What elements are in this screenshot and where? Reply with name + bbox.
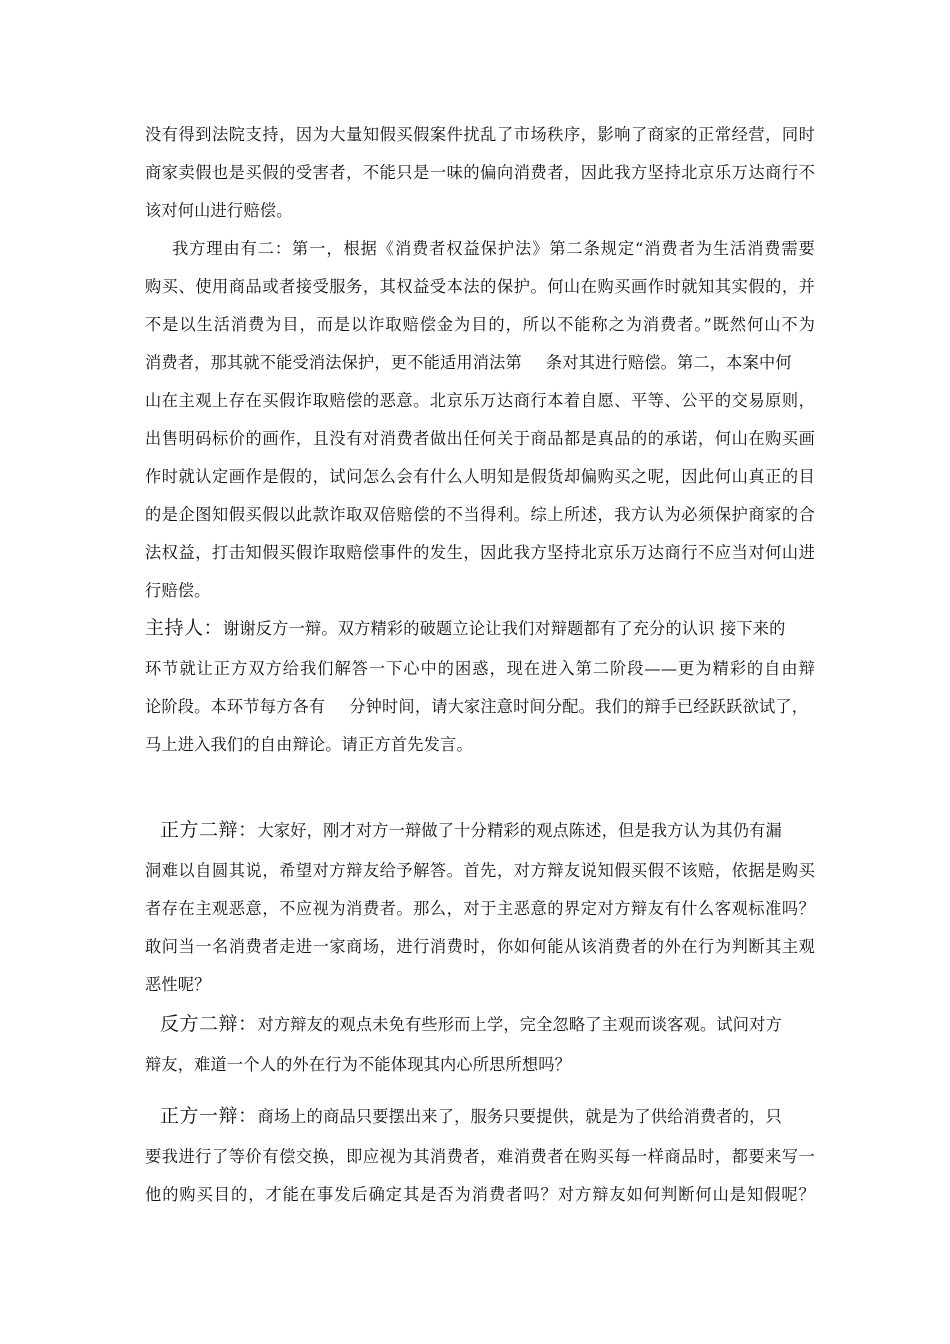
text-line: 商家卖假也是买假的受害者，不能只是一味的偏向消费者，因此我方坚持北京乐万达商行不 bbox=[145, 163, 815, 182]
text-line: 不是以生活消费为目，而是以诈取赔偿金为目的，所以不能称之为消费者。”既然何山不为 bbox=[145, 315, 815, 334]
text-line: 作时就认定画作是假的，试问怎么会有什么人明知是假货却偏购买之呢，因此何山真正的目 bbox=[145, 467, 815, 486]
text-segment: 分钟时间，请大家注意时间分配。我们的辩手已经跃跃欲试了， bbox=[349, 697, 809, 716]
text-line: 山在主观上存在买假诈取赔偿的恶意。北京乐万达商行本着自愿、平等、公平的交易原则， bbox=[145, 391, 815, 410]
text-line: 他的购买目的，才能在事发后确定其是否为消费者吗？对方辩友如何判断何山是知假呢？ bbox=[145, 1185, 815, 1204]
text-line: 法权益，打击知假买假诈取赔偿事件的发生，因此我方坚持北京乐万达商行不应当对何山进 bbox=[145, 543, 815, 562]
text-line: 辩友，难道一个人的外在行为不能体现其内心所思所想吗？ bbox=[145, 1055, 572, 1074]
text-line bbox=[145, 353, 815, 373]
text-line: 该对何山进行赔偿。 bbox=[145, 201, 293, 220]
text-line: 没有得到法院支持，因为大量知假买假案件扰乱了市场秩序，影响了商家的正常经营，同时 bbox=[145, 125, 815, 144]
text-line: 恶性呢？ bbox=[145, 975, 211, 994]
text-segment: 谢谢反方一辩。双方精彩的破题立论让我们对辩题都有了充分的认识 接下来的 bbox=[223, 619, 786, 638]
text-line: 出售明码标价的画作，且没有对消费者做出任何关于商品都是真品的的承诺，何山在购买画 bbox=[145, 429, 815, 448]
text-line bbox=[145, 697, 815, 717]
text-line: 的是企图知假买假以此款诈取双倍赔偿的不当得利。综上所述，我方认为必须保护商家的合 bbox=[145, 505, 815, 524]
text-segment: 商场上的商品只要摆出来了，服务只要提供，就是为了供给消费者的，只 bbox=[257, 1107, 782, 1126]
speaker-label: 主持人： bbox=[145, 617, 224, 639]
text-line: 购买、使用商品或者接受服务，其权益受本法的保护。何山在购买画作时就知其实假的，并 bbox=[145, 277, 815, 296]
text-line: 马上进入我们的自由辩论。请正方首先发言。 bbox=[145, 735, 473, 754]
text-line: 我方理由有二：第一，根据《消费者权益保护法》第二条规定“消费者为生活消费需要 bbox=[172, 239, 815, 258]
speaker-label: 正方一辩： bbox=[160, 1105, 258, 1127]
text-segment: 消费者，那其就不能受消法保护，更不能适用消法第 bbox=[145, 353, 522, 372]
text-line bbox=[160, 1102, 815, 1130]
text-line: 洞难以自圆其说，希望对方辩友给予解答。首先，对方辩友说知假买假不该赔，依据是购买 bbox=[145, 861, 815, 880]
text-line: 环节就让正方双方给我们解答一下心中的困惑，现在进入第二阶段——更为精彩的自由辩 bbox=[145, 659, 815, 678]
speaker-label: 正方二辩： bbox=[160, 819, 258, 841]
text-segment: 对方辩友的观点未免有些形而上学，完全忽略了主观而谈客观。试问对方 bbox=[257, 1015, 782, 1034]
text-segment: 条对其进行赔偿。第二，本案中何 bbox=[545, 353, 792, 372]
text-line: 要我进行了等价有偿交换，即应视为其消费者，难消费者在购买每一样商品时，都要来写一 bbox=[145, 1147, 815, 1166]
text-line bbox=[145, 614, 815, 642]
text-line: 行赔偿。 bbox=[145, 581, 211, 600]
text-line bbox=[160, 1010, 815, 1038]
text-segment: 论阶段。本环节每方各有 bbox=[145, 697, 326, 716]
text-line bbox=[160, 816, 815, 844]
speaker-label: 反方二辩： bbox=[160, 1013, 258, 1035]
text-line: 者存在主观恶意，不应视为消费者。那么，对于主恶意的界定对方辩友有什么客观标准吗？ bbox=[145, 899, 815, 918]
text-line: 敢问当一名消费者走进一家商场，进行消费时，你如何能从该消费者的外在行为判断其主观 bbox=[145, 937, 815, 956]
text-segment: 大家好，刚才对方一辩做了十分精彩的观点陈述，但是我方认为其仍有漏 bbox=[257, 821, 782, 840]
